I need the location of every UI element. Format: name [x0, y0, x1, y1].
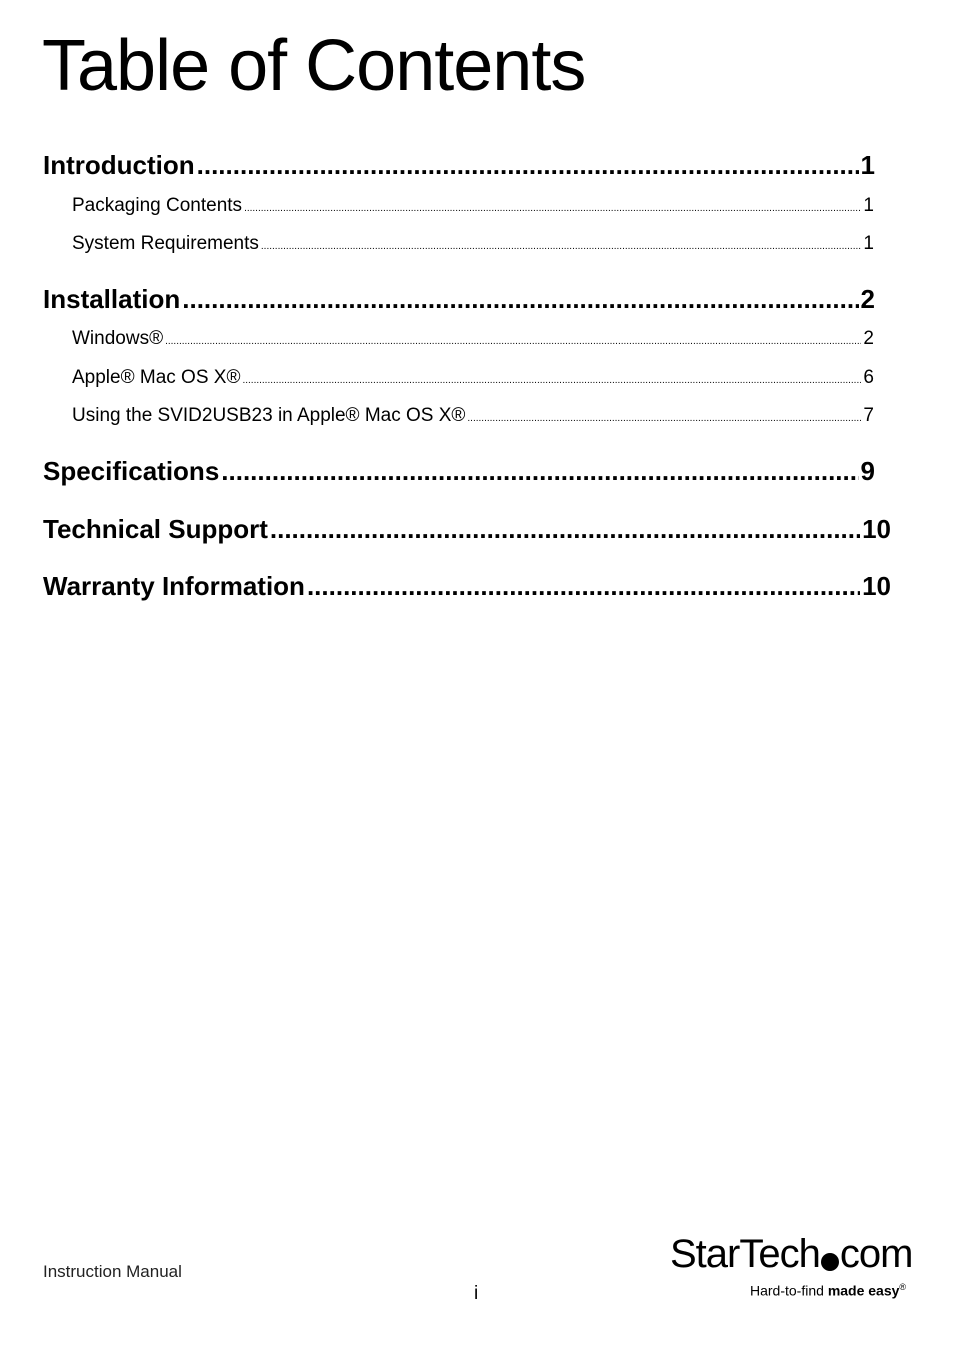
logo-tag-mark: ®	[899, 1282, 907, 1292]
toc-entry-text: Apple® Mac OS X®	[72, 367, 241, 388]
toc-entry-windows[interactable]	[72, 328, 874, 350]
toc-entry-page: 1	[863, 195, 874, 216]
toc-leader-dots	[182, 284, 858, 315]
toc-entry-packaging-contents[interactable]	[72, 195, 874, 217]
toc-entry-page: 2	[863, 328, 874, 349]
toc-entry-specifications[interactable]	[43, 456, 875, 487]
toc-entry-page: 2	[860, 284, 875, 314]
startech-logo	[670, 1232, 913, 1302]
toc-entry-text: Specifications	[43, 456, 220, 486]
toc-entry-text: Warranty Information	[43, 571, 305, 601]
toc-entry-text: Introduction	[43, 150, 195, 180]
toc-leader-dots	[244, 203, 861, 214]
toc-entry-page: 10	[862, 571, 891, 601]
toc-leader-dots	[221, 456, 858, 487]
toc-entry-technical-support[interactable]	[43, 514, 891, 545]
toc-leader-dots	[261, 241, 862, 252]
footer-document-label: Instruction Manual	[43, 1262, 182, 1281]
logo-suffix: com	[839, 1232, 913, 1276]
toc-leader-dots	[197, 150, 859, 181]
toc-entry-warranty-information[interactable]	[43, 571, 891, 602]
toc-leader-dots	[165, 336, 861, 347]
toc-entry-page: 7	[863, 405, 874, 426]
toc-entry-page: 1	[860, 150, 875, 180]
toc-leader-dots	[307, 571, 860, 602]
toc-leader-dots	[270, 514, 860, 545]
footer-page-number: i	[474, 1283, 479, 1304]
logo-dot-icon	[821, 1253, 839, 1271]
toc-leader-dots	[242, 375, 861, 386]
toc-entry-apple-mac-os-x[interactable]	[72, 367, 874, 389]
logo-tag-normal: Hard-to-find	[750, 1282, 824, 1299]
toc-entry-text: Windows®	[72, 328, 164, 349]
toc-entry-installation[interactable]	[43, 284, 875, 315]
logo-tagline	[750, 1282, 906, 1299]
logo-wordmark	[670, 1232, 912, 1277]
toc-entry-introduction[interactable]	[43, 150, 875, 181]
logo-main: StarTech	[670, 1232, 820, 1276]
toc-entry-system-requirements[interactable]	[72, 233, 874, 255]
toc-entry-text: Installation	[43, 284, 181, 314]
toc-leader-dots	[467, 413, 861, 424]
toc-entry-page: 9	[860, 456, 875, 486]
toc-entry-page: 10	[862, 514, 891, 544]
toc-entry-text: Using the SVID2USB23 in Apple® Mac OS X®	[72, 405, 466, 426]
page-title: Table of Contents	[42, 26, 586, 106]
toc-entry-using-svid2usb23[interactable]	[72, 405, 874, 427]
toc-entry-page: 1	[863, 233, 874, 254]
toc-entry-text: Technical Support	[43, 514, 268, 544]
logo-tag-bold: made easy	[827, 1282, 900, 1299]
toc-entry-text: Packaging Contents	[72, 195, 243, 216]
toc-entry-page: 6	[863, 367, 874, 388]
toc-entry-text: System Requirements	[72, 233, 259, 254]
